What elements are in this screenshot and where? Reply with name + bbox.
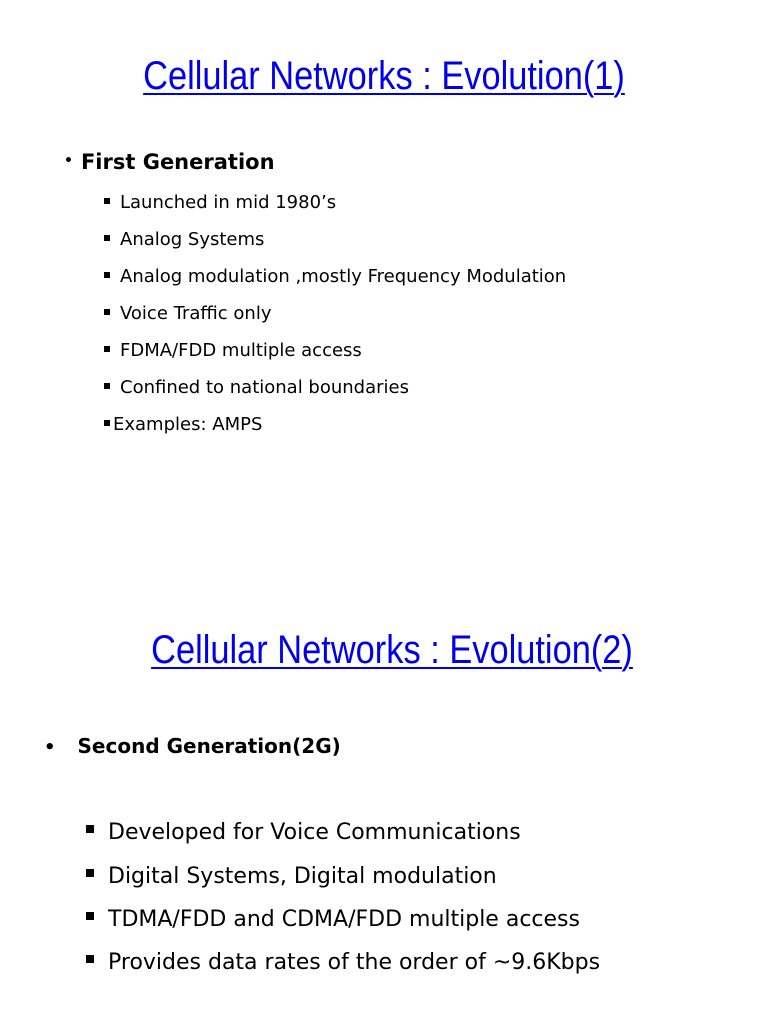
- list-item: [104, 265, 566, 289]
- bullet-square-icon: [104, 383, 110, 389]
- slide-2-heading-text: Second Generation(2G): [77, 734, 341, 758]
- bullet-square-icon: [86, 825, 94, 833]
- slide-1-heading: [64, 150, 275, 174]
- list-item: [104, 376, 409, 400]
- list-item-text: Digital Systems, Digital modulation: [108, 864, 497, 889]
- bullet-square-icon: [86, 912, 94, 920]
- bullet-square-icon: [104, 309, 110, 315]
- list-item: [104, 413, 262, 437]
- list-item: [104, 339, 362, 363]
- list-item-text: Launched in mid 1980’s: [120, 192, 337, 213]
- bullet-square-icon: [86, 869, 94, 877]
- list-item: [86, 818, 521, 848]
- slide-1-heading-text: First Generation: [80, 150, 275, 174]
- list-item: [104, 191, 336, 215]
- list-item-text: FDMA/FDD multiple access: [120, 340, 362, 361]
- list-item: [104, 228, 264, 252]
- list-item: [104, 302, 272, 326]
- bullet-square-icon: [104, 420, 110, 426]
- bullet-square-icon: [86, 955, 94, 963]
- slide-1-title-link[interactable]: Cellular Networks : Evolution(1): [143, 54, 625, 98]
- list-item-text: Developed for Voice Communications: [108, 820, 521, 845]
- bullet-dot-icon: •: [44, 737, 56, 758]
- list-item-text: Voice Traffic only: [120, 303, 272, 324]
- list-item: [86, 948, 600, 978]
- list-item: [86, 862, 497, 892]
- list-item-text: Provides data rates of the order of ~9.6Kbps: [108, 950, 601, 975]
- bullet-dot-icon: •: [64, 153, 73, 169]
- slide-2-heading: [44, 734, 341, 758]
- list-item-text: TDMA/FDD and CDMA/FDD multiple access: [108, 907, 580, 932]
- list-item-text: Analog Systems: [120, 229, 265, 250]
- bullet-square-icon: [104, 235, 110, 241]
- slide-2-title-link[interactable]: Cellular Networks : Evolution(2): [151, 628, 633, 672]
- bullet-square-icon: [104, 346, 110, 352]
- list-item-text: Analog modulation ,mostly Frequency Modulation: [120, 266, 567, 287]
- list-item-text: Examples: AMPS: [113, 414, 263, 435]
- bullet-square-icon: [104, 272, 110, 278]
- list-item: [86, 905, 580, 935]
- list-item-text: Confined to national boundaries: [120, 377, 409, 398]
- bullet-square-icon: [104, 198, 110, 204]
